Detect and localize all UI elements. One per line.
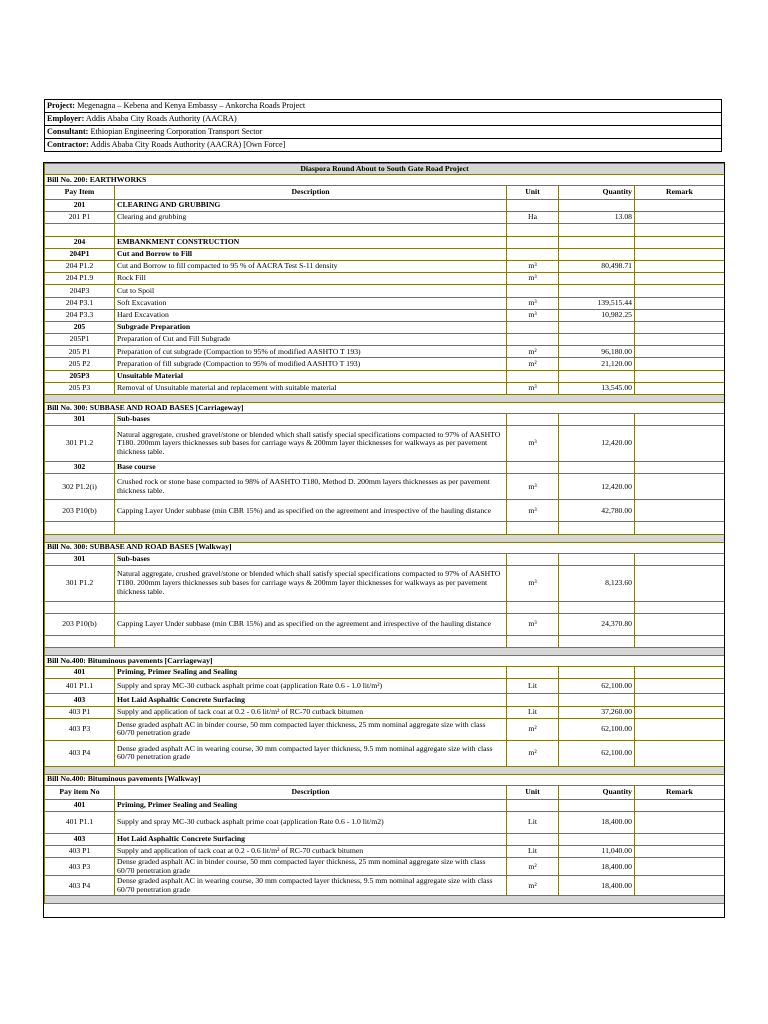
description-cell: Supply and application of tack coat at 0.2 - 0.6 lit/m² of RC-70 cutback bitumen [115,846,507,858]
description-cell: Soft Excavation [115,297,507,309]
pay-item-cell: Pay Item [45,186,115,200]
description-cell: Dense graded asphalt AC in binder course, 50 mm compacted layer thickness, 25 mm nominal aggregate size with class 60/70 penetration grade [115,718,507,740]
table-title-row [45,164,725,175]
unit-cell: m³ [507,309,559,321]
description-cell: Preparation of cut subgrade (Compaction to 95% of modified AASHTO T 193) [115,346,507,358]
unit-cell [507,236,559,248]
section-row [45,236,725,248]
description-cell: Capping Layer Under subbase (min CBR 15%) and as specified on the agreement and irrespective of the hauling distance [115,500,507,522]
pay-item-cell: 204P3 [45,285,115,297]
table-row [45,260,725,272]
unit-cell [507,694,559,706]
pay-item-cell: 205P1 [45,334,115,346]
quantity-cell: 12,420.00 [559,474,635,500]
bill-heading: Bill No. 200: EARTHWORKS [45,175,725,186]
quantity-cell [559,273,635,285]
pay-item-cell: 204 [45,236,115,248]
quantity-cell: 21,120.00 [559,358,635,370]
table-row [45,273,725,285]
table-row [45,858,725,876]
pay-item-cell: 403 P4 [45,740,115,766]
quantity-cell: 42,780.00 [559,500,635,522]
remark-cell [635,667,725,679]
unit-cell: Lit [507,846,559,858]
section-separator-row [45,534,725,542]
pay-item-cell: 205 [45,321,115,333]
quantity-cell: 13.08 [559,212,635,224]
pay-item-cell: 401 [45,799,115,811]
bill-heading: Bill No.400: Bituminous pavements [Walkway] [45,774,725,785]
pay-item-cell: 401 P1.1 [45,679,115,694]
description-cell: Dense graded asphalt AC in wearing course, 30 mm compacted layer thickness, 9.5 mm nominal aggregate size with class 60/70 penetration grade [115,740,507,766]
pay-item-cell: 201 P1 [45,212,115,224]
table-row [45,285,725,297]
remark-cell [635,718,725,740]
description-cell: Supply and spray MC-30 cutback asphalt prime coat (application Rate 0.6 - 1.0 lit/m²) [115,679,507,694]
unit-cell [507,248,559,260]
header-key: Project: [47,101,76,110]
pay-item-cell [45,601,115,613]
remark-cell [635,248,725,260]
unit-cell [507,799,559,811]
pay-item-cell: 301 P1.2 [45,565,115,601]
unit-cell: m³ [507,273,559,285]
quantity-cell: 80,498.71 [559,260,635,272]
table-title: Diaspora Round About to South Gate Road Project [45,164,725,175]
table-row [45,565,725,601]
remark-cell [635,358,725,370]
table-row [45,212,725,224]
bill-heading-row [45,175,725,186]
remark-cell [635,462,725,474]
quantity-cell: 13,545.00 [559,382,635,394]
description-cell: Dense graded asphalt AC in binder course, 50 mm compacted layer thickness, 25 mm nominal aggregate size with class 60/70 penetration grade [115,858,507,876]
header-cell [45,139,722,152]
pay-item-cell: 204 P3.3 [45,309,115,321]
description-cell: Unsuitable Material [115,370,507,382]
remark-cell [635,858,725,876]
pay-item-cell: 301 [45,414,115,426]
description-cell: Preparation of Cut and Fill Subgrade [115,334,507,346]
pay-item-cell [45,635,115,647]
bill-heading: Bill No. 300: SUBBASE AND ROAD BASES [Walkway] [45,542,725,553]
unit-cell: m³ [507,426,559,462]
table-row [45,297,725,309]
table-row [45,679,725,694]
remark-cell: Remark [635,186,725,200]
pay-item-cell: 205P3 [45,370,115,382]
project-header [44,99,722,152]
remark-cell [635,224,725,236]
quantity-cell [559,414,635,426]
remark-cell [635,601,725,613]
table-row [45,474,725,500]
header-cell [45,126,722,139]
unit-cell: m³ [507,474,559,500]
remark-cell [635,613,725,635]
quantity-cell: Quantity [559,785,635,799]
table-row [45,706,725,718]
section-row [45,248,725,260]
bill-heading-row [45,403,725,414]
table-row [45,635,725,647]
unit-cell: Lit [507,811,559,833]
table-row [45,522,725,534]
description-cell: Cut and Borrow to fill compacted to 95 % of AACRA Test S-11 density [115,260,507,272]
remark-cell [635,522,725,534]
description-cell: Base course [115,462,507,474]
remark-cell [635,740,725,766]
description-cell: Hot Laid Asphaltic Concrete Surfacing [115,833,507,845]
header-cell [45,113,722,126]
table-row [45,346,725,358]
description-cell: Priming, Primer Sealing and Sealing [115,799,507,811]
quantity-cell [559,833,635,845]
quantity-cell: 18,400.00 [559,858,635,876]
quantity-cell [559,285,635,297]
description-cell: Rock Fill [115,273,507,285]
quantity-cell: 18,400.00 [559,811,635,833]
section-row [45,462,725,474]
quantity-cell [559,462,635,474]
remark-cell [635,414,725,426]
header-key: Consultant: [47,127,89,136]
pay-item-cell: 401 [45,667,115,679]
description-cell: Capping Layer Under subbase (min CBR 15%) and as specified on the agreement and irrespective of the hauling distance [115,613,507,635]
remark-cell [635,706,725,718]
bill-heading: Bill No.400: Bituminous pavements [Carriageway] [45,656,725,667]
pay-item-cell: 403 P1 [45,706,115,718]
description-cell: Dense graded asphalt AC in wearing course, 30 mm compacted layer thickness, 9.5 mm nominal aggregate size with class 60/70 penetration grade [115,876,507,896]
description-cell: Cut to Spoil [115,285,507,297]
description-cell [115,601,507,613]
remark-cell [635,236,725,248]
remark-cell [635,382,725,394]
pay-item-cell: 204 P3.1 [45,297,115,309]
unit-cell: m² [507,876,559,896]
separator-cell [45,766,725,774]
quantity-cell: 10,982.25 [559,309,635,321]
section-row [45,200,725,212]
table-row [45,358,725,370]
remark-cell [635,200,725,212]
description-cell: Hot Laid Asphaltic Concrete Surfacing [115,694,507,706]
remark-cell [635,260,725,272]
description-cell: Clearing and grubbing [115,212,507,224]
unit-cell [507,635,559,647]
description-cell: Description [115,785,507,799]
quantity-cell [559,248,635,260]
unit-cell: m² [507,740,559,766]
remark-cell [635,346,725,358]
unit-cell [507,224,559,236]
pay-item-cell: 204 P1.9 [45,273,115,285]
remark-cell [635,811,725,833]
pay-item-cell: 301 P1.2 [45,426,115,462]
unit-cell: Ha [507,212,559,224]
remark-cell [635,212,725,224]
description-cell: Sub-bases [115,553,507,565]
pay-item-cell [45,224,115,236]
unit-cell: m³ [507,297,559,309]
remark-cell [635,876,725,896]
unit-cell [507,414,559,426]
unit-cell: Unit [507,785,559,799]
header-key: Contractor: [47,140,89,149]
table-row [45,846,725,858]
unit-cell [507,553,559,565]
bill-heading-row [45,774,725,785]
remark-cell [635,321,725,333]
quantity-cell [559,224,635,236]
description-cell [115,224,507,236]
table-row [45,811,725,833]
quantity-cell [559,236,635,248]
column-header-row [45,785,725,799]
description-cell: Hard Excavation [115,309,507,321]
quantity-cell [559,370,635,382]
bill-of-quantities-table [44,163,725,904]
quantity-cell [559,694,635,706]
description-cell [115,635,507,647]
boq-table-frame [43,162,725,918]
pay-item-cell: 403 P1 [45,846,115,858]
unit-cell: m³ [507,260,559,272]
separator-cell [45,534,725,542]
description-cell: Subgrade Preparation [115,321,507,333]
remark-cell [635,846,725,858]
remark-cell [635,309,725,321]
remark-cell [635,500,725,522]
remark-cell [635,285,725,297]
pay-item-cell: 301 [45,553,115,565]
pay-item-cell: 205 P1 [45,346,115,358]
description-cell: EMBANKMENT CONSTRUCTION [115,236,507,248]
header-value: Ethiopian Engineering Corporation Transport Sector [90,127,263,136]
pay-item-cell: 302 [45,462,115,474]
header-row [45,139,722,152]
description-cell: Natural aggregate, crushed gravel/stone or blended which shall satisfy special specifications compacted to 97% of AASHTO T180. 200mm layers thicknesses sub bases for carriage ways & 200mm layer thicknesses for walkways as per pavement thickness table. [115,426,507,462]
unit-cell: m² [507,718,559,740]
remark-cell [635,799,725,811]
remark-cell [635,565,725,601]
pay-item-cell [45,522,115,534]
table-row [45,613,725,635]
header-row [45,100,722,113]
pay-item-cell: 205 P2 [45,358,115,370]
unit-cell [507,200,559,212]
section-row [45,833,725,845]
description-cell: Preparation of fill subgrade (Compaction to 95% of modified AASHTO T 193) [115,358,507,370]
header-value: Addis Ababa City Roads Authority (AACRA) [Own Force] [90,140,286,149]
quantity-cell: 96,180.00 [559,346,635,358]
header-row [45,126,722,139]
table-row [45,426,725,462]
quantity-cell [559,321,635,333]
description-cell: Cut and Borrow to Fill [115,248,507,260]
quantity-cell: 18,400.00 [559,876,635,896]
remark-cell [635,273,725,285]
pay-item-cell: 204P1 [45,248,115,260]
section-row [45,799,725,811]
quantity-cell [559,635,635,647]
table-row [45,334,725,346]
quantity-cell: 62,100.00 [559,679,635,694]
description-cell: Crushed rock or stone base compacted to 98% of AASHTO T180, Method D. 200mm layers thicknesses as per pavement thickness table. [115,474,507,500]
remark-cell [635,833,725,845]
pay-item-cell: 204 P1.2 [45,260,115,272]
pay-item-cell: 403 P4 [45,876,115,896]
section-row [45,667,725,679]
remark-cell [635,426,725,462]
separator-cell [45,648,725,656]
description-cell: Priming, Primer Sealing and Sealing [115,667,507,679]
description-cell: Natural aggregate, crushed gravel/stone or blended which shall satisfy special specifications compacted to 97% of AASHTO T180. 200mm layers thicknesses sub bases for carriage ways & 200mm layer thicknesses for walkways as per pavement thickness table. [115,565,507,601]
unit-cell [507,321,559,333]
unit-cell [507,370,559,382]
pay-item-cell: 403 P3 [45,718,115,740]
quantity-cell: 62,100.00 [559,718,635,740]
description-cell: Description [115,186,507,200]
quantity-cell [559,799,635,811]
unit-cell [507,833,559,845]
section-separator-row [45,648,725,656]
quantity-cell: 12,420.00 [559,426,635,462]
quantity-cell [559,200,635,212]
unit-cell [507,667,559,679]
separator-cell [45,395,725,403]
unit-cell: m³ [507,613,559,635]
unit-cell [507,522,559,534]
unit-cell [507,462,559,474]
quantity-cell: 139,515.44 [559,297,635,309]
table-row [45,740,725,766]
remark-cell [635,635,725,647]
bill-heading-row [45,656,725,667]
unit-cell: m³ [507,382,559,394]
pay-item-cell: 403 [45,694,115,706]
remark-cell [635,370,725,382]
pay-item-cell: 203 P10(b) [45,613,115,635]
unit-cell: Lit [507,679,559,694]
quantity-cell [559,667,635,679]
separator-cell [45,896,725,904]
unit-cell: Lit [507,706,559,718]
quantity-cell [559,553,635,565]
pay-item-cell: 403 P3 [45,858,115,876]
description-cell [115,522,507,534]
table-row [45,876,725,896]
column-header-row [45,186,725,200]
header-value: Megenagna – Kebena and Kenya Embassy – Ankorcha Roads Project [77,101,306,110]
quantity-cell: Quantity [559,186,635,200]
unit-cell [507,285,559,297]
unit-cell: m² [507,346,559,358]
unit-cell: m³ [507,565,559,601]
remark-cell [635,474,725,500]
pay-item-cell: 205 P3 [45,382,115,394]
remark-cell [635,334,725,346]
section-row [45,370,725,382]
quantity-cell [559,522,635,534]
pay-item-cell: 403 [45,833,115,845]
section-row [45,553,725,565]
remark-cell [635,553,725,565]
table-row [45,382,725,394]
quantity-cell: 37,260.00 [559,706,635,718]
description-cell: CLEARING AND GRUBBING [115,200,507,212]
pay-item-cell: 203 P10(b) [45,500,115,522]
remark-cell: Remark [635,785,725,799]
header-key: Employer: [47,114,85,123]
pay-item-cell: 401 P1.1 [45,811,115,833]
description-cell: Supply and application of tack coat at 0.2 - 0.6 lit/m² of RC-70 cutback bitumen [115,706,507,718]
unit-cell [507,334,559,346]
quantity-cell: 8,123.60 [559,565,635,601]
pay-item-cell: Pay item No [45,785,115,799]
quantity-cell: 62,100.00 [559,740,635,766]
bill-heading: Bill No. 300: SUBBASE AND ROAD BASES [Carriageway] [45,403,725,414]
section-row [45,321,725,333]
section-separator-row [45,395,725,403]
section-row [45,694,725,706]
quantity-cell: 24,370.80 [559,613,635,635]
unit-cell: m² [507,858,559,876]
remark-cell [635,679,725,694]
quantity-cell: 11,040.00 [559,846,635,858]
table-row [45,601,725,613]
header-value: Addis Ababa City Roads Authority (AACRA) [85,114,237,123]
unit-cell [507,601,559,613]
table-row [45,309,725,321]
bill-heading-row [45,542,725,553]
pay-item-cell: 302 P1.2(i) [45,474,115,500]
quantity-cell [559,334,635,346]
unit-cell: Unit [507,186,559,200]
remark-cell [635,297,725,309]
unit-cell: m³ [507,500,559,522]
section-separator-row [45,896,725,904]
quantity-cell [559,601,635,613]
unit-cell: m² [507,358,559,370]
table-row [45,718,725,740]
table-row [45,224,725,236]
section-row [45,414,725,426]
description-cell: Supply and spray MC-30 cutback asphalt prime coat (application Rate 0.6 - 1.0 lit/m2) [115,811,507,833]
remark-cell [635,694,725,706]
section-separator-row [45,766,725,774]
table-row [45,500,725,522]
header-row [45,113,722,126]
description-cell: Sub-bases [115,414,507,426]
pay-item-cell: 201 [45,200,115,212]
description-cell: Removal of Unsuitable material and replacement with suitable material [115,382,507,394]
header-cell [45,100,722,113]
